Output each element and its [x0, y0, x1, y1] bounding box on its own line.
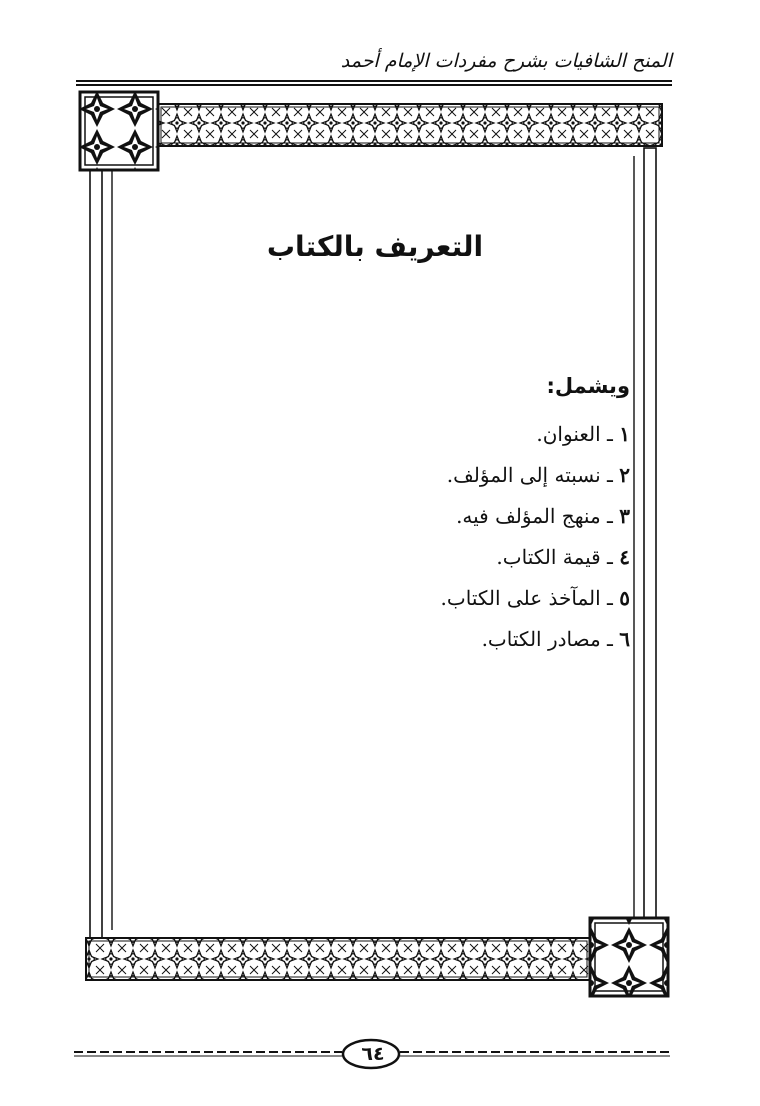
chapter-title: التعريف بالكتاب — [266, 230, 484, 263]
list-number: ٢ — [619, 463, 630, 487]
page-number: ٦٤ — [361, 1043, 385, 1065]
header-rule — [76, 80, 672, 87]
right-border-lines — [634, 148, 656, 918]
top-ornament-band — [158, 104, 662, 146]
list-text: مصادر الكتاب. — [481, 627, 601, 651]
list-item: ٦ ـ مصادر الكتاب. — [210, 619, 630, 660]
list-item: ١ ـ العنوان. — [210, 414, 630, 455]
bottom-right-corner-ornament — [590, 918, 668, 996]
list-text: منهج المؤلف فيه. — [456, 504, 601, 528]
list-item: ٥ ـ المآخذ على الكتاب. — [210, 578, 630, 619]
list-number: ٦ — [619, 627, 630, 651]
running-header: المنح الشافيات بشرح مفردات الإمام أحمد — [340, 50, 672, 72]
list-text: المآخذ على الكتاب. — [440, 586, 601, 610]
top-left-corner-ornament — [80, 92, 158, 170]
list-text: قيمة الكتاب. — [496, 545, 601, 569]
list-number: ٥ — [619, 586, 630, 610]
list-number: ٣ — [619, 504, 630, 528]
bottom-ornament-band — [86, 938, 590, 980]
list-number: ٤ — [619, 545, 630, 569]
intro-text: ويشمل: — [546, 374, 630, 398]
list-text: العنوان. — [536, 422, 601, 446]
list-text: نسبته إلى المؤلف. — [446, 463, 601, 487]
list-item: ٢ ـ نسبته إلى المؤلف. — [210, 455, 630, 496]
content-block — [210, 370, 630, 660]
left-border-lines — [90, 170, 112, 938]
list-number: ١ — [619, 422, 630, 446]
list-item: ٣ ـ منهج المؤلف فيه. — [210, 496, 630, 537]
list-item: ٤ ـ قيمة الكتاب. — [210, 537, 630, 578]
